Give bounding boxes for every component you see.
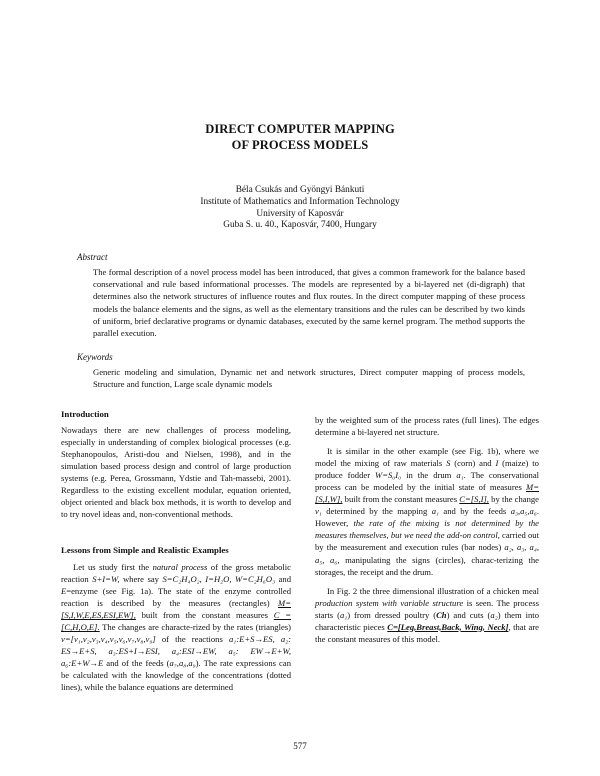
right-column [315, 414, 539, 645]
abstract-text: The formal description of a novel process model has been introduced, that gives a common framework for the balance based conservational and rule based informational processes. The models are represented by a bi-layered net (di-digraph) that determines also the network structures of influence routes and flux routes. In the direct computer mapping of these process models the balance elements and the signs, as well as the elementary transitions and the rules can be described by two kinds of uniform, brief declarative programs or dynamic databases, executed by the same kernel program. The method supports the parallel execution. [93, 267, 525, 339]
lessons-paragraph-1-continued: by the weighted sum of the process rates (full lines). The edges determine a bi-layered net structure. [315, 415, 539, 438]
keywords-text: Generic modeling and simulation, Dynamic net and network structures, Direct computer mapping of process models, Structure and function, Large scale dynamic models [93, 367, 525, 390]
keywords-label: Keywords [77, 352, 113, 362]
paper-title-line-1: DIRECT COMPUTER MAPPING [205, 122, 395, 136]
lessons-paragraph-2: It is similar in the other example (see Fig. 1b), where we model the mixing of raw materials S (corn) and I (maize) to produce fodder W=S₀I₀ in the drum a₁. The conservational process can be modeled by the initial state of measures M=[S,I,W], built from the constant measures C=[S,I], by the change v₁ determined by the mapping a₁ and by the feeds a₃,a₅,a₆. However, the rate of the mixing is not determined by the measures themselves, but we need the add-on control, carried out by the measurement and execution rules (bar nodes) a₂, a₃, a₄, a₅, a₆, manipulating the signs (circles), charac-terizing the storages, the receipt and the drum. [315, 446, 540, 577]
introduction-text: Nowadays there are new challenges of process modeling, especially in understanding of complex biological processes (e.g. Stephanopoulos, Aristi-dou and Nielsen, 1998), and in the simulation based process design and control of large production systems (e.g. Perea, Grossmann, Ydstie and Tah-massebi, 2001). Regardless to the existing excellent modular, equation oriented, object oriented and black box methods, it is worth to develop and to try novel ideas and, non-conventional methods. [61, 425, 291, 520]
lessons-paragraph-1: Let us study first the natural process of the gross metabolic reaction S+I=W, where say S=C₂H₄O₂, I=H₂O, W=C₂H₆O₃ and E=enzyme (see Fig. 1a). The state of the enzyme controlled reaction is described by the measures (rectangles) M=[S,I,W,E,ES,ESI,EW], built from the constant measures C =[C,H,O,E]. The changes are characte-rized by the rates (triangles) v=[v₁,v₂,v₃,v₄,v₅,v₆,v₇,v₈,v₉] of the reactions a₁:E+S→ES, a₂: ES→E+S, a₃:ES+I→ESI, a₄:ESI→EW, a₅: EW→E+W, a₆:E+W→E and of the feeds (a₇,a₈,a₉). The rate expressions can be calculated with the knowledge of the concentrations (dotted lines), while the balance equations are determined [61, 562, 291, 693]
affiliation-institute: Institute of Mathematics and Information Technology [200, 197, 400, 207]
paper-title-line-2: OF PROCESS MODELS [231, 138, 369, 152]
page-number: 577 [293, 741, 307, 751]
affiliation-address: Guba S. u. 40., Kaposvár, 7400, Hungary [223, 220, 377, 230]
abstract-label: Abstract [77, 252, 108, 262]
lessons-heading: Lessons from Simple and Realistic Examples [61, 545, 229, 555]
introduction-heading: Introduction [61, 409, 109, 419]
affiliation-university: University of Kaposvár [256, 209, 344, 219]
lessons-paragraph-3: In Fig. 2 the three dimensional illustration of a chicken meal production system with variable structure is seen. The process starts (a₁) from dressed poultry (Ch) and cuts (a₂) them into characteristic pieces C=[Leg,Breast,Back, Wing, Neck], that are the constant measures of this model. [315, 585, 539, 644]
authors: Béla Csukás and Gyöngyi Bánkuti [235, 185, 365, 195]
